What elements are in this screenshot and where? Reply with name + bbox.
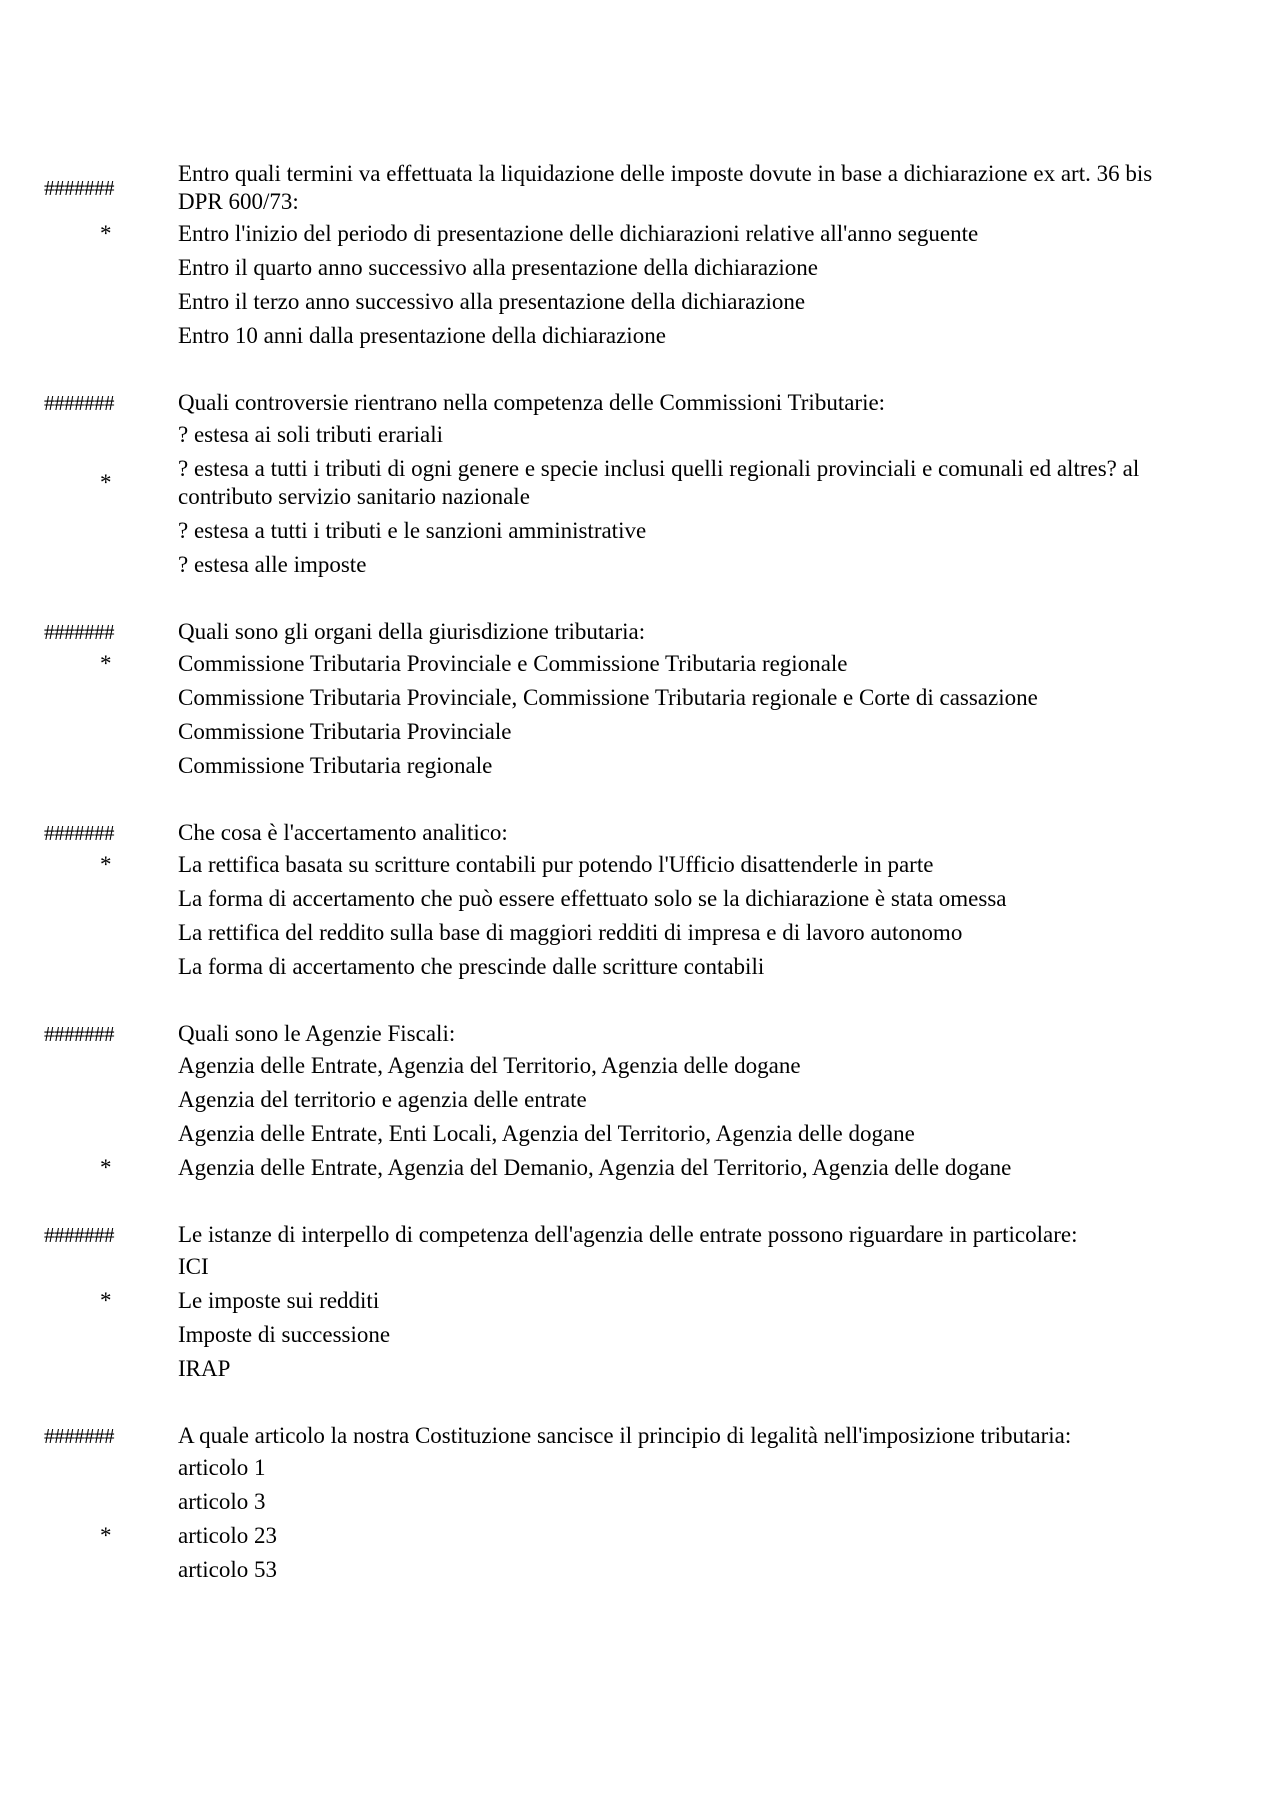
answer-text: Le imposte sui redditi [178,1288,380,1313]
answer-row [0,1451,1280,1485]
answer-row [0,319,1280,353]
question-text: Le istanze di interpello di competenza dell'agenzia delle entrate possono riguardare in particolare: [178,1222,1078,1247]
answer-text: La forma di accertamento che prescinde dalle scritture contabili [178,954,765,979]
answer-text: ? estesa a tutti i tributi e le sanzioni amministrative [178,518,647,543]
correct-answer-marker: * [100,470,112,495]
question-text: Quali sono gli organi della giurisdizione tributaria: [178,619,646,644]
answer-row [0,452,1280,514]
answer-text: Commissione Tributaria Provinciale [178,719,512,744]
answer-row [0,1519,1280,1553]
question-block [0,1218,1280,1386]
answer-text: Imposte di successione [178,1322,391,1347]
answer-row [0,1117,1280,1151]
answer-text: Commissione Tributaria Provinciale, Commissione Tributaria regionale e Corte di cassazione [178,685,1038,710]
answer-row [0,251,1280,285]
answer-row [0,647,1280,681]
answer-text: La rettifica basata su scritture contabili pur potendo l'Ufficio disattenderle in parte [178,852,934,877]
answer-row [0,1318,1280,1352]
answer-row [0,1151,1280,1185]
answer-text: Entro il quarto anno successivo alla presentazione della dichiarazione [178,255,818,280]
question-text: Che cosa è l'accertamento analitico: [178,820,508,845]
answer-row [0,681,1280,715]
question-number-marker: ####### [44,391,114,415]
question-block [0,615,1280,783]
answer-text: Agenzia delle Entrate, Enti Locali, Agenzia del Territorio, Agenzia delle dogane [178,1121,915,1146]
answer-row [0,285,1280,319]
answer-row [0,217,1280,251]
question-row [0,1218,1280,1250]
question-number-marker: ####### [44,1223,114,1247]
answer-row [0,1250,1280,1284]
answer-row [0,950,1280,984]
answer-text: La forma di accertamento che può essere effettuato solo se la dichiarazione è stata omessa [178,886,1007,911]
question-block [0,816,1280,984]
answer-text: Entro 10 anni dalla presentazione della dichiarazione [178,323,666,348]
answer-row [0,749,1280,783]
answer-text: ? estesa ai soli tributi erariali [178,422,444,447]
answer-text: Entro il terzo anno successivo alla presentazione della dichiarazione [178,289,806,314]
answer-text: Entro l'inizio del periodo di presentazione delle dichiarazioni relative all'anno seguente [178,221,979,246]
answer-row [0,916,1280,950]
answer-row [0,1553,1280,1587]
answer-text: articolo 3 [178,1489,266,1514]
question-number-marker: ####### [44,1424,114,1448]
question-text: A quale articolo la nostra Costituzione sancisce il principio di legalità nell'imposizione tributaria: [178,1423,1072,1448]
question-row [0,615,1280,647]
question-row [0,1017,1280,1049]
answer-text: Agenzia delle Entrate, Agenzia del Territorio, Agenzia delle dogane [178,1053,801,1078]
question-row [0,157,1280,217]
question-number-marker: ####### [44,1022,114,1046]
answer-row [0,1284,1280,1318]
question-block [0,386,1280,582]
answer-text: Agenzia del territorio e agenzia delle entrate [178,1087,587,1112]
correct-answer-marker: * [100,651,112,676]
correct-answer-marker: * [100,1288,112,1313]
question-row [0,816,1280,848]
question-text: Quali sono le Agenzie Fiscali: [178,1021,456,1046]
correct-answer-marker: * [100,1155,112,1180]
question-block [0,157,1280,353]
question-text: Quali controversie rientrano nella competenza delle Commissioni Tributarie: [178,390,886,415]
answer-row [0,1049,1280,1083]
answer-row [0,848,1280,882]
answer-row [0,514,1280,548]
answer-row [0,882,1280,916]
correct-answer-marker: * [100,852,112,877]
answer-row [0,548,1280,582]
answer-text: ICI [178,1254,209,1279]
answer-row [0,1352,1280,1386]
answer-row [0,1485,1280,1519]
answer-text: Commissione Tributaria Provinciale e Commissione Tributaria regionale [178,651,848,676]
answer-row [0,715,1280,749]
question-text: Entro quali termini va effettuata la liquidazione delle imposte dovute in base a dichiarazione ex art. 36 bis DPR 600/73: [178,161,1153,214]
correct-answer-marker: * [100,1523,112,1548]
question-number-marker: ####### [44,176,114,200]
question-number-marker: ####### [44,620,114,644]
answer-text: Agenzia delle Entrate, Agenzia del Demanio, Agenzia del Territorio, Agenzia delle dogane [178,1155,1012,1180]
answer-text: Commissione Tributaria regionale [178,753,493,778]
answer-row [0,1083,1280,1117]
answer-text: IRAP [178,1356,231,1381]
answer-text: ? estesa a tutti i tributi di ogni genere e specie inclusi quelli regionali provinciali e comunali ed altres? al contributo servizio sanitario nazionale [178,456,1140,509]
question-row [0,1419,1280,1451]
correct-answer-marker: * [100,221,112,246]
question-block [0,1419,1280,1587]
answer-text: La rettifica del reddito sulla base di maggiori redditi di impresa e di lavoro autonomo [178,920,963,945]
answer-text: articolo 1 [178,1455,266,1480]
answer-text: articolo 53 [178,1557,277,1582]
answer-row [0,418,1280,452]
answer-text: articolo 23 [178,1523,277,1548]
answer-text: ? estesa alle imposte [178,552,367,577]
question-number-marker: ####### [44,821,114,845]
question-row [0,386,1280,418]
question-block [0,1017,1280,1185]
quiz-document [0,157,1280,1620]
